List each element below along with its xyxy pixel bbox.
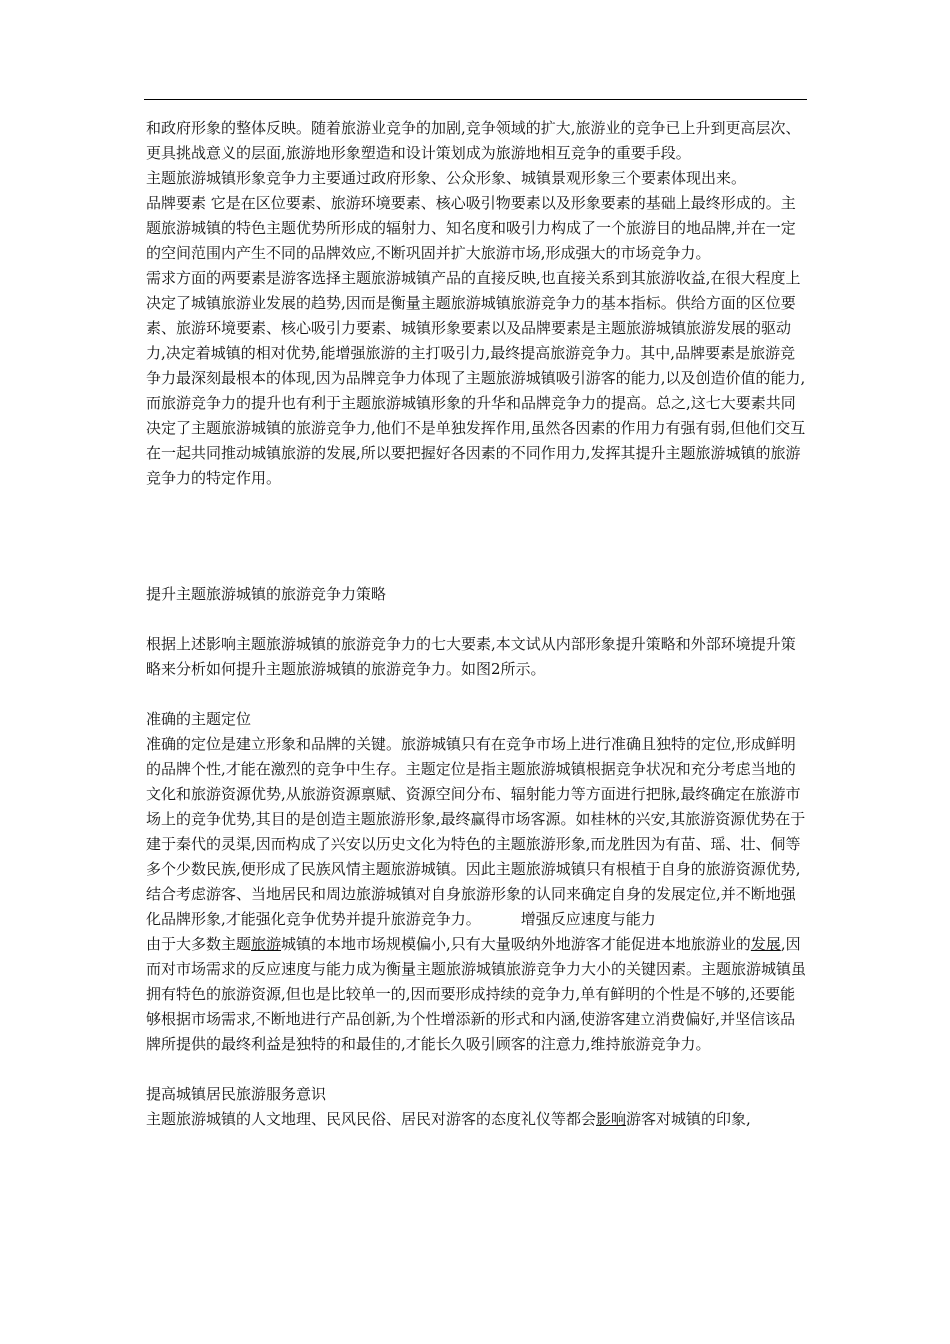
response-text-a: 由于大多数主题 [146, 935, 252, 953]
paragraph-residents [146, 1107, 810, 1132]
link-tourism[interactable]: 旅游 [251, 935, 282, 953]
paragraph-brand-element: 品牌要素 它是在区位要素、旅游环境要素、核心吸引物要素以及形象要素的基础上最终形成的。主题旅游城镇的特色主题优势所形成的辐射力、知名度和吸引力构成了一个旅游目的地品牌,并在一定的空间范围内产生不同的品牌效应,不断巩固并扩大旅游市场,形成强大的市场竞争力。 [146, 194, 796, 262]
paragraph-demand-supply: 需求方面的两要素是游客选择主题旅游城镇产品的直接反映,也直接关系到其旅游收益,在很大程度上决定了城镇旅游业发展的趋势,因而是衡量主题旅游城镇旅游竞争力的基本指标。供给方面的区位要素、旅游环境要素、核心吸引力要素、城镇形象要素以及品牌要素是主题旅游城镇旅游发展的驱动力,决定着城镇的相对优势,能增强旅游的主打吸引力,最终提高旅游竞争力。其中,品牌要素是旅游竞争力最深刻最根本的体现,因为品牌竞争力体现了主题旅游城镇吸引游客的能力,以及创造价值的能力,而旅游竞争力的提升也有利于主题旅游城镇形象的升华和品牌竞争力的提高。总之,这七大要素共同决定了主题旅游城镇的旅游竞争力,他们不是单独发挥作用,虽然各因素的作用力有强有弱,但他们交互在一起共同推动城镇旅游的发展,所以要把握好各因素的不同作用力,发挥其提升主题旅游城镇的旅游竞争力的特定作用。 [146, 269, 806, 487]
response-text-c: ,因而对市场需求的反应速度与能力成为衡量主题旅游城镇旅游竞争力大小的关键因素。主题旅游城镇虽拥有特色的旅游资源,但也是比较单一的,因而要形成持续的竞争力,单有鲜明的个性是不够的,还要能够根据市场需求,不断地进行产品创新,为个性增添新的形式和内涵,使游客建立消费偏好,并坚信该品牌所提供的最终利益是独特的和最佳的,才能长久吸引顾客的注意力,维持旅游竞争力。 [146, 935, 807, 1053]
document-body [146, 116, 810, 1132]
spacer [146, 607, 810, 632]
paragraph-image-elements: 主题旅游城镇形象竞争力主要通过政府形象、公众形象、城镇景观形象三个要素体现出来。 [146, 169, 747, 187]
spacer [146, 682, 810, 707]
link-influence[interactable]: 影响 [596, 1110, 627, 1128]
paragraph-positioning [146, 732, 810, 932]
spacer [146, 557, 810, 582]
paragraph-strategy-intro: 根据上述影响主题旅游城镇的旅游竞争力的七大要素,本文试从内部形象提升策略和外部环境提升策略来分析如何提升主题旅游城镇的旅游竞争力。如图2所示。 [146, 635, 796, 678]
heading-positioning: 准确的主题定位 [146, 710, 252, 728]
spacer [146, 491, 810, 557]
paragraph-response [146, 932, 810, 1057]
heading-response: 增强反应速度与能力 [520, 910, 656, 928]
heading-strategy: 提升主题旅游城镇的旅游竞争力策略 [146, 585, 387, 603]
link-development[interactable]: 发展 [750, 935, 781, 953]
residents-text-b: 游客对城镇的印象, [626, 1110, 751, 1128]
spacer [146, 1057, 810, 1082]
positioning-text: 准确的定位是建立形象和品牌的关键。旅游城镇只有在竞争市场上进行准确且独特的定位,形成鲜明的品牌个性,才能在激烈的竞争中生存。主题定位是指主题旅游城镇根据竞争状况和充分考虑当地的文化和旅游资源优势,从旅游资源禀赋、资源空间分布、辐射能力等方面进行把脉,最终确定在旅游市场上的竞争优势,其目的是创造主题旅游形象,最终赢得市场客源。如桂林的兴安,其旅游资源优势在于建于秦代的灵渠,因而构成了兴安以历史文化为特色的主题旅游形象,而龙胜因为有苗、瑶、壮、侗等多个少数民族,便形成了民族风情主题旅游城镇。因此主题旅游城镇只有根植于自身的旅游资源优势,结合考虑游客、当地居民和周边旅游城镇对自身旅游形象的认同来确定自身的发展定位,并不断地强化品牌形象,才能强化竞争优势并提升旅游竞争力。 [146, 735, 806, 928]
residents-text-a: 主题旅游城镇的人文地理、民风民俗、居民对游客的态度礼仪等都会 [146, 1110, 597, 1128]
header-rule [144, 99, 807, 100]
heading-residents: 提高城镇居民旅游服务意识 [146, 1085, 327, 1103]
paragraph-image-competition: 和政府形象的整体反映。随着旅游业竞争的加剧,竞争领域的扩大,旅游业的竞争已上升到更高层次、更具挑战意义的层面,旅游地形象塑造和设计策划成为旅游地相互竞争的重要手段。 [146, 119, 801, 162]
response-text-b: 城镇的本地市场规模偏小,只有大量吸纳外地游客才能促进本地旅游业的 [281, 935, 751, 953]
